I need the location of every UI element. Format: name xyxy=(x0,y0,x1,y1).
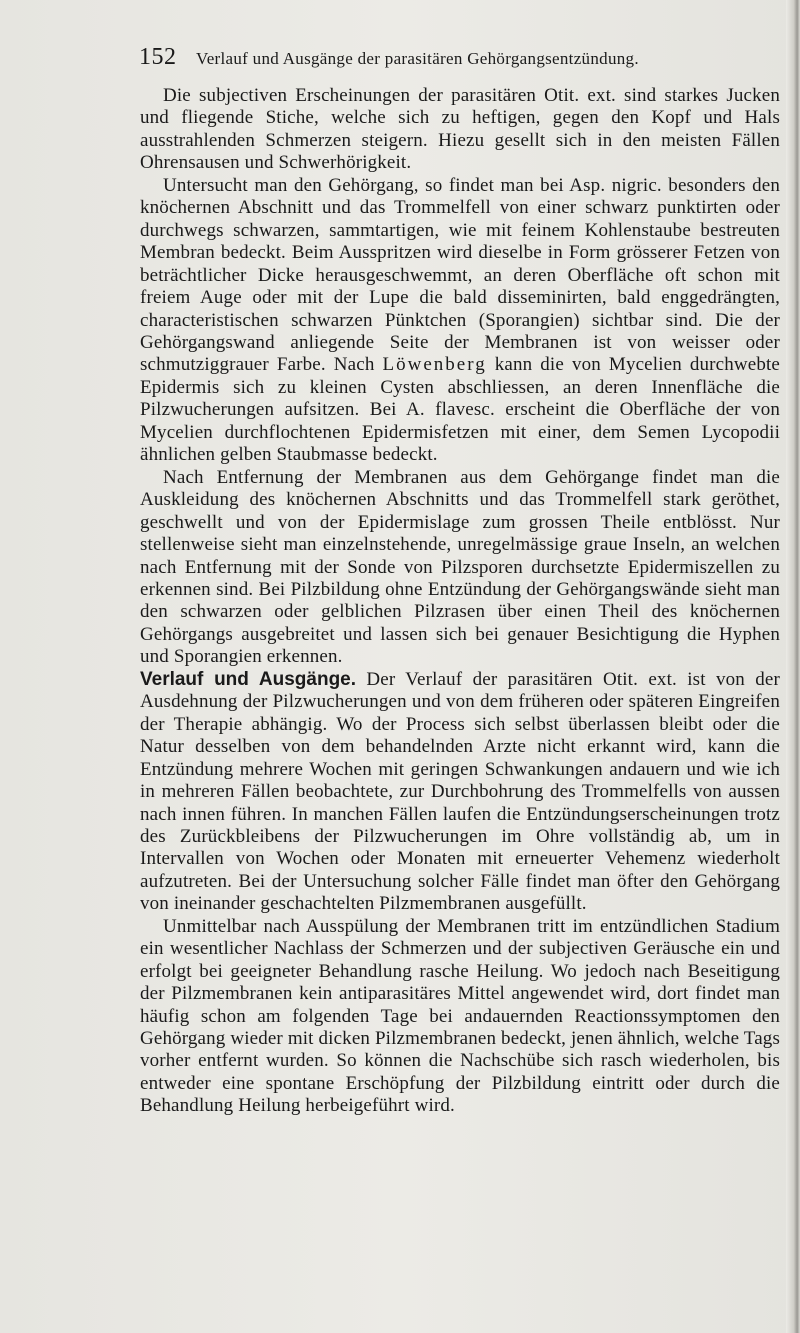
paragraph-5: Unmittelbar nach Ausspülung der Membranen tritt im entzündlichen Stadium ein wesentlicher Nachlass der Schmerzen und der subjectiven Geräusche ein und erfolgt bei geeigneter Behandlung rasche Heilung. Wo jedoch nach Beseitigung der Pilzmembranen kein antiparasitäres Mittel angewendet wird, dort findet man häufig schon am folgenden Tage bei andauernden Reactionssymptomen den Gehörgang wieder mit dicken Pilzmembranen bedeckt, jenen ähnlich, welche Tags vorher entfernt wurden. So können die Nachschübe sich rasch wiederholen, bis entweder eine spontane Erschöpfung der Pilzbildung eintritt oder durch die Behandlung Heilung herbeigeführt wird. xyxy=(140,915,780,1117)
paragraph-4: Verlauf und Ausgänge. Der Verlauf der parasitären Otit. ext. ist von der Ausdehnung der Pilzwucherungen und von dem früheren oder späteren Eingreifen der Therapie abhängig. Wo der Process sich selbst überlassen bleibt oder die Natur desselben von dem behandelnden Arzte nicht erkannt wird, kann die Entzündung mehrere Wochen mit geringen Schwankungen andauern und wie ich in mehreren Fällen beobachtete, zur Durchbohrung des Trommelfells von aussen nach innen führen. In manchen Fällen laufen die Entzündungserscheinungen trotz des Zurückbleibens der Pilzwucherungen im Ohre vollständig ab, um in Intervallen von Wochen oder Monaten mit erneuerter Vehemenz wiederholt aufzutreten. Bei der Untersuchung solcher Fälle findet man öfter den Gehörgang von ineinander geschachtelten Pilzmembranen ausgefüllt. xyxy=(140,668,780,915)
page-edge xyxy=(786,0,800,1333)
running-title: Verlauf und Ausgänge der parasitären Gehörgangsentzündung. xyxy=(196,49,639,68)
paragraph-1: Die subjectiven Erscheinungen der parasitären Otit. ext. sind starkes Jucken und fliegende Stiche, welche sich zu heftigen, gegen den Kopf und Hals ausstrahlenden Schmerzen steigern. Hiezu gesellt sich in den meisten Fällen Ohrensausen und Schwerhörigkeit. xyxy=(140,85,780,174)
paragraph-2: Untersucht man den Gehörgang, so findet man bei Asp. nigric. besonders den knöchernen Abschnitt und das Trommelfell von einer schwarz punktirten oder durchwegs schwarzen, sammtartigen, wie mit feinem Kohlenstaube bestreuten Membran bedeckt. Beim Ausspritzen wird dieselbe in Form grösserer Fetzen von beträchtlicher Dicke herausgeschwemmt, an deren Oberfläche oft schon mit freiem Auge oder mit der Lupe die bald disseminirten, bald enggedrängten, characteristischen schwarzen Pünktchen (Sporangien) sichtbar sind. Die der Gehörgangswand anliegende Seite der Membranen ist von weisser oder schmutziggrauer Farbe. Nach Löwenberg kann die von Mycelien durchwebte Epidermis sich zu kleinen Cysten abschliessen, an deren Innenfläche die Pilzwucherungen aufsitzen. Bei A. flavesc. erscheint die Oberfläche der von Mycelien durchflochtenen Epidermisfetzen mit einer, dem Semen Lycopodii ähnlichen gelben Staubmasse bedeckt. xyxy=(140,174,780,466)
page-header xyxy=(0,44,800,74)
body-text xyxy=(140,85,780,1118)
author-name: Löwenberg xyxy=(382,354,487,376)
page-number: 152 xyxy=(139,44,177,70)
section-heading: Verlauf und Ausgänge. xyxy=(140,668,357,690)
paragraph-3: Nach Entfernung der Membranen aus dem Gehörgange findet man die Auskleidung des knöchernen Abschnitts und das Trommelfell stark geröthet, geschwellt und von der Epidermislage zum grossen Theile entblösst. Nur stellenweise sieht man einzelnstehende, unregelmässige graue Inseln, an welchen nach Entfernung mit der Sonde von Pilzsporen durchsetzte Epidermiszellen zu erkennen sind. Bei Pilzbildung ohne Entzündung der Gehörgangswände sieht man den schwarzen oder gelblichen Pilzrasen über einen Theil des knöchernen Gehörgangs ausgebreitet und lassen sich bei genauer Besichtigung die Hyphen und Sporangien erkennen. xyxy=(140,466,780,668)
